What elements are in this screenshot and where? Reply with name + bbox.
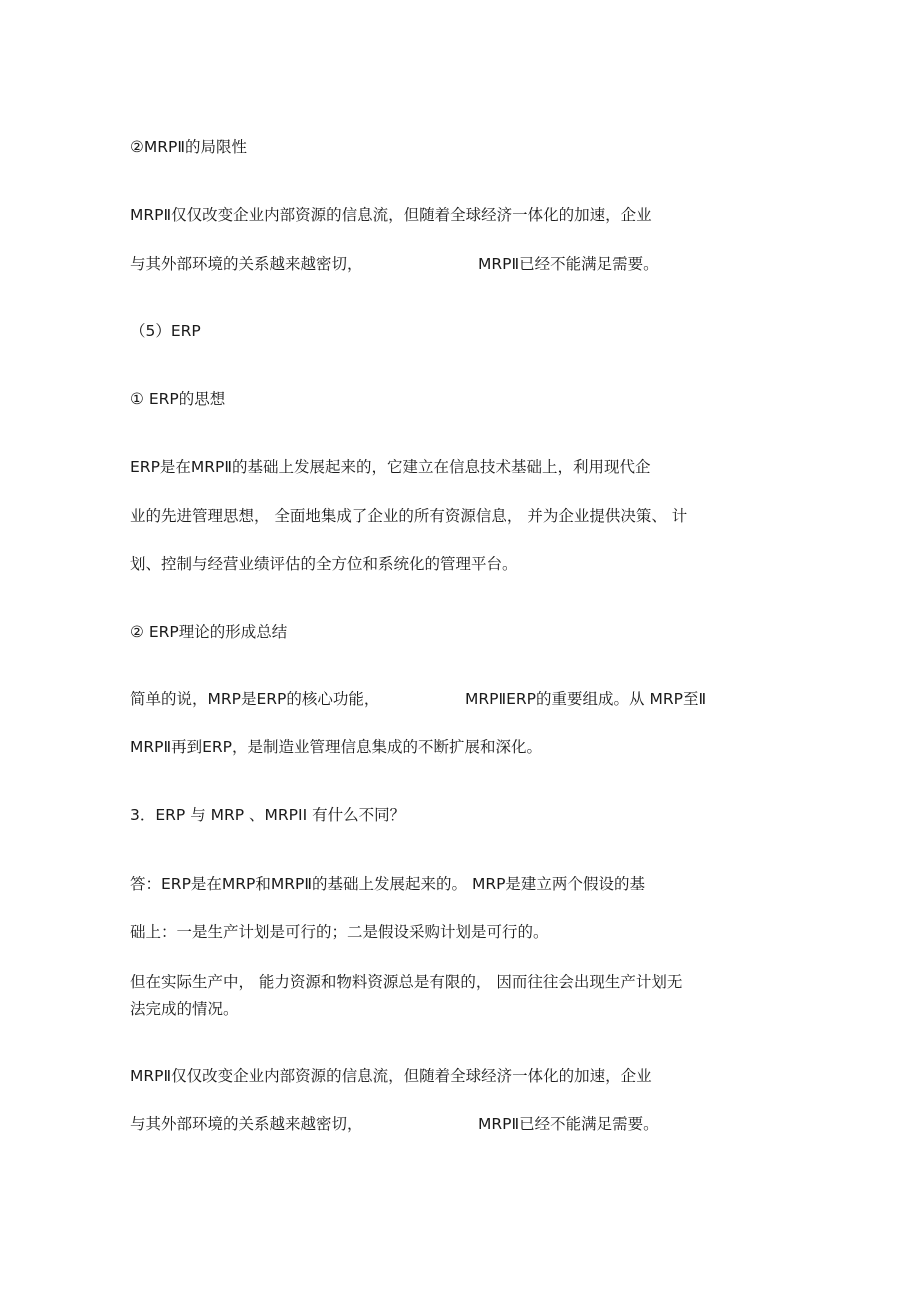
paragraph-line-segment: MRPⅡ已经不能满足需要。 bbox=[478, 1115, 659, 1133]
heading-mrp2-limitations: ②MRPⅡ的局限性 bbox=[130, 138, 248, 156]
answer-line: 但在实际生产中， 能力资源和物料资源总是有限的， 因而往往会出现生产计划无 bbox=[130, 973, 683, 991]
paragraph-line: MRPⅡ仅仅改变企业内部资源的信息流，但随着全球经济一体化的加速，企业 bbox=[130, 206, 652, 224]
subheading-erp-summary: ② ERP理论的形成总结 bbox=[130, 623, 288, 641]
subheading-erp-thought: ① ERP的思想 bbox=[130, 390, 226, 408]
paragraph-line: 业的先进管理思想， 全面地集成了企业的所有资源信息， 并为企业提供决策、 计 bbox=[130, 507, 688, 525]
paragraph-line: MRPⅡ仅仅改变企业内部资源的信息流，但随着全球经济一体化的加速，企业 bbox=[130, 1067, 652, 1085]
question-heading: 3．ERP 与 MRP 、MRPII 有什么不同？ bbox=[130, 806, 406, 824]
paragraph-line: 与其外部环境的关系越来越密切， bbox=[130, 1115, 363, 1133]
paragraph-line: 与其外部环境的关系越来越密切， bbox=[130, 255, 363, 273]
paragraph-line: ERP是在MRPⅡ的基础上发展起来的，它建立在信息技术基础上，利用现代企 bbox=[130, 458, 651, 476]
section-heading-erp: （5）ERP bbox=[130, 322, 201, 340]
answer-line: 答：ERP是在MRP和MRPⅡ的基础上发展起来的。 MRP是建立两个假设的基 bbox=[130, 875, 645, 893]
answer-line: 法完成的情况。 bbox=[130, 1000, 239, 1018]
paragraph-line: 简单的说，MRP是ERP的核心功能， bbox=[130, 690, 380, 708]
answer-line: 础上：一是生产计划是可行的；二是假设采购计划是可行的。 bbox=[130, 923, 549, 941]
paragraph-line: MRPⅡ再到ERP，是制造业管理信息集成的不断扩展和深化。 bbox=[130, 738, 543, 756]
paragraph-line: 划、控制与经营业绩评估的全方位和系统化的管理平台。 bbox=[130, 555, 518, 573]
paragraph-line-segment: MRPⅡERP的重要组成。从 MRP至Ⅱ bbox=[465, 690, 707, 708]
paragraph-line-segment: MRPⅡ已经不能满足需要。 bbox=[478, 255, 659, 273]
